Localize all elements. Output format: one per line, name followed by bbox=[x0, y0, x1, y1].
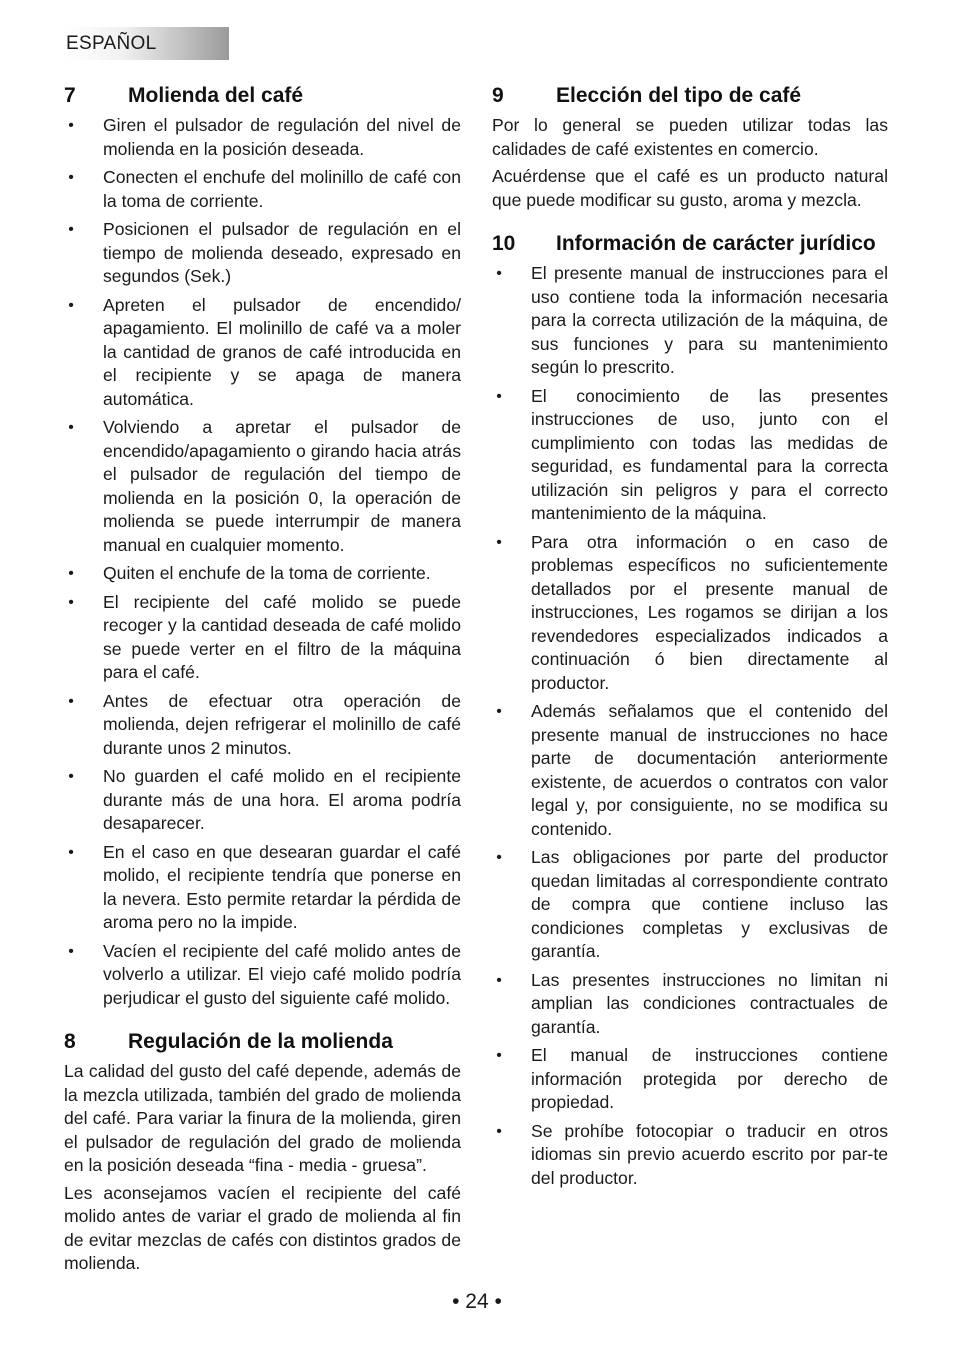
bullet-icon: • bbox=[496, 703, 502, 720]
paragraph: Acuérdense que el café es un producto natural que puede modificar su gusto, aroma y mezcla. bbox=[492, 166, 888, 210]
section-title: Molienda del café bbox=[128, 84, 304, 107]
list-item: • Las presentes instrucciones no limitan ni amplian las condiciones contractuales de garantía. bbox=[492, 969, 888, 1040]
paragraph: La calidad del gusto del café depende, además de la mezcla utilizada, también del grado de molienda del café. Para variar la finura de la molienda, giren el pulsador de regulación del grado de molienda en la posición deseada “fina - media - gruesa”. bbox=[64, 1061, 461, 1175]
section-heading bbox=[64, 1030, 461, 1054]
bullet-icon: • bbox=[496, 849, 502, 866]
list-item: • Se prohíbe fotocopiar o traducir en otros idiomas sin previo acuerdo escrito por par-te del productor. bbox=[492, 1120, 888, 1191]
bullet-icon: • bbox=[68, 419, 74, 436]
section-number: 9 bbox=[492, 84, 504, 107]
section-heading bbox=[64, 84, 461, 108]
list-item: • Posicionen el pulsador de regulación en el tiempo de molienda deseado, expresado en segundos (Sek.) bbox=[64, 218, 461, 289]
bullet-list bbox=[492, 262, 888, 1190]
section-molienda-del-cafe bbox=[64, 84, 461, 1010]
bullet-icon: • bbox=[68, 565, 74, 582]
list-item: • Para otra información o en caso de problemas específicos no suficientemente detallados por el presente manual de instrucciones, Les rogamos se dirijan a los revendedores especializados indicados a continuación ó bien directamente al productor. bbox=[492, 531, 888, 696]
right-column bbox=[492, 84, 888, 1195]
bullet-icon: • bbox=[496, 533, 502, 551]
list-item: • No guarden el café molido en el recipiente durante más de una hora. El aroma podría desaparecer. bbox=[64, 765, 461, 836]
page-number: • 24 • bbox=[452, 1290, 502, 1313]
section-title: Información de carácter jurídico bbox=[556, 232, 876, 255]
bullet-icon: • bbox=[496, 1122, 502, 1140]
section-title: Elección del tipo de café bbox=[556, 84, 802, 107]
bullet-icon: • bbox=[68, 296, 74, 314]
section-regulacion-de-la-molienda bbox=[64, 1030, 461, 1276]
paragraph: Por lo general se pueden utilizar todas las calidades de café existentes en comercio. bbox=[492, 115, 888, 159]
section-number: 10 bbox=[492, 232, 516, 255]
list-item: • Vacíen el recipiente del café molido antes de volverlo a utilizar. El viejo café molido podría perjudicar el gusto del siguiente café molido. bbox=[64, 940, 461, 1011]
bullet-icon: • bbox=[68, 692, 74, 710]
section-heading bbox=[492, 84, 888, 108]
list-item: • Las obligaciones por parte del productor quedan limitadas al correspondiente contrato de compra que contiene incluso las condiciones completas y exclusivas de garantía. bbox=[492, 846, 888, 964]
bullet-icon: • bbox=[496, 1047, 502, 1064]
list-item: • Además señalamos que el contenido del presente manual de instrucciones no hace parte de documentación anteriormente existente, de acuerdos o contratos con valor legal y, por consiguiente, no se modifica su contenido. bbox=[492, 700, 888, 841]
list-item: • Conecten el enchufe del molinillo de café con la toma de corriente. bbox=[64, 166, 461, 213]
list-item: • Volviendo a apretar el pulsador de encendido/apagamiento o girando hacia atrás el pulsador de regulación del tiempo de molienda en la posición 0, la operación de molienda se puede interrumpir de manera manual en cualquier momento. bbox=[64, 416, 461, 557]
list-item: • Giren el pulsador de regulación del nivel de molienda en la posición deseada. bbox=[64, 114, 461, 161]
section-eleccion-del-tipo-de-cafe bbox=[492, 84, 888, 212]
list-item: • Apreten el pulsador de encendido/ apagamiento. El molinillo de café va a moler la cantidad de granos de café introducida en el recipiente y se apaga de manera automática. bbox=[64, 294, 461, 412]
section-number: 8 bbox=[64, 1030, 76, 1053]
list-item: • El presente manual de instrucciones para el uso contiene toda la información necesaria para la correcta utilización de la máquina, de sus funciones y para su mantenimiento según lo prescrito. bbox=[492, 262, 888, 380]
paragraph: Les aconsejamos vacíen el recipiente del café molido antes de variar el grado de molienda al fin de evitar mezclas de cafés con distintos grados de molienda. bbox=[64, 1182, 461, 1273]
left-column bbox=[64, 84, 461, 1280]
bullet-icon: • bbox=[496, 971, 502, 989]
language-tab: ESPAÑOL bbox=[64, 27, 229, 60]
bullet-list bbox=[64, 114, 461, 1010]
bullet-icon: • bbox=[68, 117, 74, 134]
section-informacion-juridica bbox=[492, 232, 888, 1190]
bullet-icon: • bbox=[68, 843, 74, 861]
list-item: • Quiten el enchufe de la toma de corriente. bbox=[64, 562, 461, 586]
list-item: • Antes de efectuar otra operación de molienda, dejen refrigerar el molinillo de café durante unos 2 minutos. bbox=[64, 690, 461, 761]
section-title: Regulación de la molienda bbox=[128, 1030, 393, 1053]
bullet-icon: • bbox=[68, 221, 74, 238]
bullet-icon: • bbox=[68, 942, 74, 960]
bullet-icon: • bbox=[68, 169, 74, 186]
bullet-icon: • bbox=[496, 387, 502, 405]
section-number: 7 bbox=[64, 84, 76, 107]
list-item: • El conocimiento de las presentes instrucciones de uso, junto con el cumplimiento con todas las medidas de seguridad, es fundamental para la correcta utilización sin peligros y para el correcto mantenimiento de la máquina. bbox=[492, 385, 888, 526]
section-heading bbox=[492, 232, 888, 256]
list-item: • El recipiente del café molido se puede recoger y la cantidad deseada de café molido se puede verter en el filtro de la máquina para el café. bbox=[64, 591, 461, 685]
list-item: • El manual de instrucciones contiene información protegida por derecho de propiedad. bbox=[492, 1044, 888, 1115]
list-item: • En el caso en que desearan guardar el café molido, el recipiente tendría que ponerse en la nevera. Esto permite retardar la pérdida de aroma pero no la impide. bbox=[64, 841, 461, 935]
bullet-icon: • bbox=[496, 265, 502, 282]
bullet-icon: • bbox=[68, 593, 74, 611]
bullet-icon: • bbox=[68, 768, 74, 785]
